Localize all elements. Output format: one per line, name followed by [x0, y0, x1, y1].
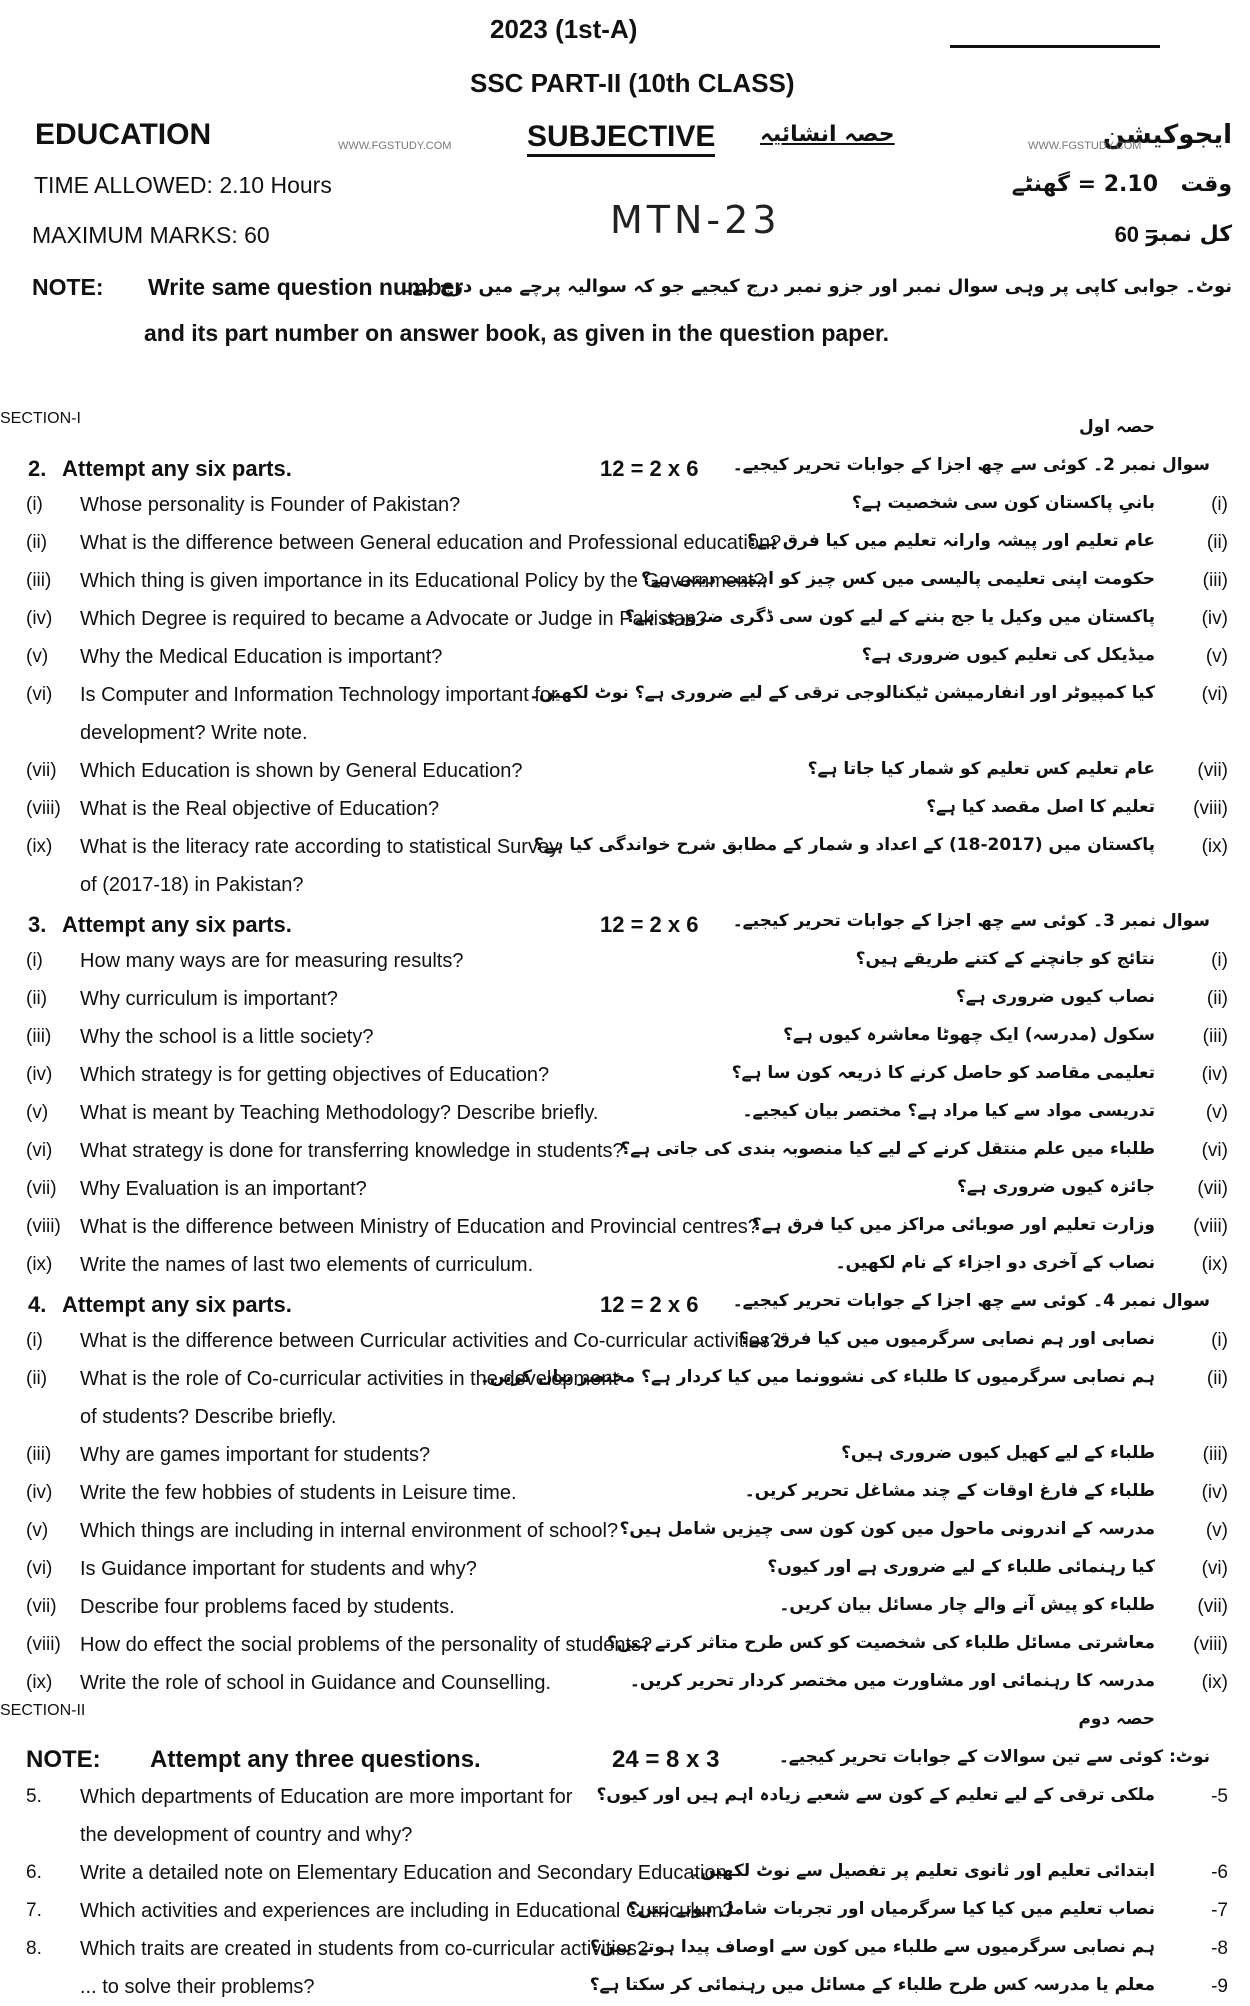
- question-number-urdu: (vi): [1201, 684, 1228, 705]
- question-item: [0, 1056, 1250, 1094]
- question-number: (iii): [26, 1444, 52, 1465]
- question-number-urdu: (ii): [1206, 988, 1228, 1009]
- question-text: Attempt any six parts.: [62, 912, 292, 937]
- question-heading: [0, 1284, 1250, 1322]
- marks-formula: 24 = 8 x 3: [612, 1746, 720, 1773]
- question-text-urdu: نوٹ: کوئی سے تین سوالات کے جوابات تحریر کیجیے۔: [778, 1747, 1210, 1767]
- question-item: [0, 562, 1250, 600]
- question-item: [0, 1664, 1250, 1702]
- question-number: (i): [26, 950, 43, 971]
- marks-value: 60 =: [1114, 222, 1158, 247]
- question-number-urdu: (vi): [1201, 1558, 1228, 1579]
- question-text: of (2017-18) in Pakistan?: [80, 874, 304, 896]
- marks-label-urdu: کل نمبر: [1146, 222, 1232, 247]
- question-number-urdu: (vii): [1197, 1596, 1228, 1617]
- question-text: Write the role of school in Guidance and Counselling.: [80, 1672, 552, 1694]
- question-number-urdu: (ii): [1206, 1368, 1228, 1389]
- question-item: [0, 1550, 1250, 1588]
- question-text-urdu: ملکی ترقی کے لیے تعلیم کے کون سے شعبے زیادہ اہم ہیں اور کیوں؟: [596, 1785, 1155, 1805]
- paper-type: SUBJECTIVE: [527, 120, 715, 157]
- question-number-urdu: -8: [1211, 1938, 1228, 1959]
- section-note: [0, 1740, 1250, 1778]
- question-text-urdu: معاشرتی مسائل طلباء کی شخصیت کو کس طرح متاثر کرتے ہیں؟: [606, 1633, 1155, 1653]
- question-number: 4.: [28, 1292, 47, 1317]
- question-item: [0, 1436, 1250, 1474]
- question-item: [0, 1360, 1250, 1398]
- subject-urdu: ایجوکیشن: [1102, 120, 1232, 150]
- question-item: [0, 1474, 1250, 1512]
- question-number-urdu: (ii): [1206, 532, 1228, 553]
- question-number-urdu: -5: [1211, 1786, 1228, 1807]
- question-text-urdu: ابتدائی تعلیم اور ثانوی تعلیم پر تفصیل سے نوٹ لکھیں۔: [690, 1861, 1155, 1881]
- question-number-urdu: (iv): [1201, 608, 1228, 629]
- question-number: (iv): [26, 1482, 53, 1503]
- question-number-urdu: (i): [1211, 1330, 1228, 1351]
- question-text: What is the difference between Curricular activities and Co-curricular activities?: [80, 1330, 782, 1352]
- question-number-urdu: -9: [1211, 1976, 1228, 1997]
- question-text: development? Write note.: [80, 722, 308, 744]
- time-label-urdu: وقت: [1180, 172, 1232, 197]
- question-number: (vii): [26, 760, 57, 781]
- question-number-urdu: (ix): [1201, 836, 1228, 857]
- question-text: What is the role of Co-curricular activities in the development: [80, 1368, 619, 1390]
- question-number-urdu: (ix): [1201, 1672, 1228, 1693]
- question-text-urdu: طلباء کے لیے کھیل کیوں ضروری ہیں؟: [841, 1443, 1155, 1463]
- question-item: [0, 828, 1250, 866]
- class-title: SSC PART-II (10th CLASS): [470, 68, 795, 98]
- question-number-urdu: (viii): [1193, 1216, 1228, 1237]
- question-number: (i): [26, 494, 43, 515]
- time-value-urdu: 2.10 = گھنٹے: [1011, 172, 1158, 197]
- question-number-urdu: (vii): [1197, 1178, 1228, 1199]
- question-item: [0, 752, 1250, 790]
- marks-formula: 12 = 2 x 6: [600, 456, 699, 481]
- question-number: (vii): [26, 1596, 57, 1617]
- question-number: (viii): [26, 798, 61, 819]
- question-text: Describe four problems faced by students.: [80, 1596, 455, 1618]
- question-text-urdu: سکول (مدرسہ) ایک چھوٹا معاشرہ کیوں ہے؟: [783, 1025, 1155, 1045]
- question-text: Is Computer and Information Technology important for: [80, 684, 558, 706]
- question-number: 3.: [28, 912, 47, 937]
- question-text-urdu: معلم یا مدرسہ کس طرح طلباء کے مسائل میں رہنمائی کر سکتا ہے؟: [589, 1975, 1155, 1995]
- question-number-urdu: -7: [1211, 1900, 1228, 1921]
- question-item: [0, 676, 1250, 714]
- subject-title: EDUCATION: [35, 118, 212, 151]
- question-number: 5.: [26, 1786, 42, 1807]
- question-text-urdu: پاکستان میں (2017-18) کے اعداد و شمار کے مطابق شرح خواندگی کیا ہے؟: [533, 835, 1155, 855]
- question-text: Why Evaluation is an important?: [80, 1178, 367, 1200]
- question-continuation: [0, 1816, 1250, 1854]
- question-text-urdu: نصاب کیوں ضروری ہے؟: [955, 987, 1155, 1007]
- question-number-urdu: (i): [1211, 950, 1228, 971]
- question-text-urdu: نصابی اور ہم نصابی سرگرمیوں میں کیا فرق ہے؟: [738, 1329, 1155, 1349]
- question-number: (v): [26, 1520, 49, 1541]
- question-item: [0, 1512, 1250, 1550]
- question-text: How many ways are for measuring results?: [80, 950, 464, 972]
- question-text-urdu: وزارت تعلیم اور صوبائی مراکز میں کیا فرق ہے؟: [751, 1215, 1155, 1235]
- question-number-urdu: (iv): [1201, 1064, 1228, 1085]
- question-text: Which activities and experiences are including in Educational Curriculum?: [80, 1900, 734, 1922]
- question-text: Which Degree is required to became a Advocate or Judge in Pakistan?: [80, 608, 708, 630]
- question-text: Is Guidance important for students and why?: [80, 1558, 477, 1580]
- question-number: (ix): [26, 1672, 53, 1693]
- question-number: (vi): [26, 1140, 53, 1161]
- question-text-urdu: کیا کمپیوٹر اور انفارمیشن ٹیکنالوجی ترقی کے لیے ضروری ہے؟ نوٹ لکھیں۔: [529, 683, 1155, 703]
- question-item: [0, 1018, 1250, 1056]
- note-urdu: نوٹ۔ جوابی کاپی پر وہی سوال نمبر اور جزو نمبر درج کیجیے جو کہ سوالیہ پرچے میں درج ہے۔: [401, 276, 1232, 297]
- question-text-urdu: طلباء کو پیش آنے والے چار مسائل بیان کریں۔: [779, 1595, 1155, 1615]
- question-number: (i): [26, 1330, 43, 1351]
- section-title-urdu: حصہ اول: [1078, 417, 1155, 437]
- question-number: (ii): [26, 1368, 48, 1389]
- question-item: [0, 1588, 1250, 1626]
- question-continuation: [0, 866, 1250, 904]
- question-number: (vi): [26, 1558, 53, 1579]
- question-text: Why curriculum is important?: [80, 988, 338, 1010]
- question-item: [0, 1626, 1250, 1664]
- question-continuation: [0, 714, 1250, 752]
- question-text-urdu: عام تعلیم اور پیشہ وارانہ تعلیم میں کیا فرق ہے؟: [747, 531, 1155, 551]
- question-text-urdu: کیا رہنمائی طلباء کے لیے ضروری ہے اور کیوں؟: [767, 1557, 1155, 1577]
- question-number: (vi): [26, 684, 53, 705]
- question-number-urdu: (ix): [1201, 1254, 1228, 1275]
- question-number-urdu: (iv): [1201, 1482, 1228, 1503]
- time-allowed: TIME ALLOWED: 2.10 Hours: [34, 172, 332, 198]
- question-text: Which things are including in internal environment of school?: [80, 1520, 619, 1542]
- question-text: Write a detailed note on Elementary Education and Secondary Education.: [80, 1862, 733, 1884]
- question-text-urdu: سوال نمبر 4۔ کوئی سے چھ اجزا کے جوابات تحریر کیجیے۔: [732, 1291, 1210, 1311]
- question-text: Attempt any six parts.: [62, 456, 292, 481]
- question-text: Why the Medical Education is important?: [80, 646, 443, 668]
- question-number: (iv): [26, 608, 53, 629]
- question-text-urdu: نصاب تعلیم میں کیا کیا سرگرمیاں اور تجربات شامل ہوتے ہیں؟: [627, 1899, 1155, 1919]
- question-item: [0, 600, 1250, 638]
- note-label: NOTE:: [32, 274, 104, 300]
- question-number: NOTE:: [26, 1746, 101, 1773]
- question-number: (ix): [26, 1254, 53, 1275]
- question-text-urdu: تعلیمی مقاصد کو حاصل کرنے کا ذریعہ کون سا ہے؟: [731, 1063, 1155, 1083]
- question-heading: [0, 904, 1250, 942]
- question-text: ... to solve their problems?: [80, 1976, 315, 1998]
- question-text-urdu: طلباء کے فارغ اوقات کے چند مشاغل تحریر کریں۔: [744, 1481, 1155, 1501]
- question-text-urdu: پاکستان میں وکیل یا جج بننے کے لیے کون سی ڈگری ضروری ہے؟: [624, 607, 1155, 627]
- question-text-urdu: تدریسی مواد سے کیا مراد ہے؟ مختصر بیان کیجیے۔: [742, 1101, 1155, 1121]
- marks-formula: 12 = 2 x 6: [600, 1292, 699, 1317]
- question-text: Whose personality is Founder of Pakistan?: [80, 494, 461, 516]
- question-item: [0, 1132, 1250, 1170]
- question-text: the development of country and why?: [80, 1824, 413, 1846]
- section-title: SECTION-I: [0, 410, 81, 427]
- question-text-urdu: نتائج کو جانچنے کے کتنے طریقے ہیں؟: [855, 949, 1155, 969]
- question-item: [0, 486, 1250, 524]
- maximum-marks: MAXIMUM MARKS: 60: [32, 222, 270, 248]
- question-item: [0, 1892, 1250, 1930]
- question-number: (viii): [26, 1216, 61, 1237]
- question-text-urdu: سوال نمبر 3۔ کوئی سے چھ اجزا کے جوابات تحریر کیجیے۔: [732, 911, 1210, 931]
- marks-formula: 12 = 2 x 6: [600, 912, 699, 937]
- question-text: Attempt any three questions.: [150, 1746, 481, 1773]
- question-item: [0, 1094, 1250, 1132]
- question-text: of students? Describe briefly.: [80, 1406, 337, 1428]
- question-heading: [0, 448, 1250, 486]
- question-text: Which thing is given importance in its Educational Policy by the Government?: [80, 570, 765, 592]
- question-item: [0, 1778, 1250, 1816]
- question-text-urdu: میڈیکل کی تعلیم کیوں ضروری ہے؟: [861, 645, 1155, 665]
- handwritten-code: MTN-23: [610, 198, 781, 242]
- question-text-urdu: ہم نصابی سرگرمیوں سے طلباء میں کون سے اوصاف پیدا ہوتے ہیں؟: [590, 1937, 1155, 1957]
- section-heading: [0, 1702, 1250, 1740]
- question-text-urdu: ہم نصابی سرگرمیوں کا طلباء کی نشوونما میں کیا کردار ہے؟ مختصر بیان کریں۔: [479, 1367, 1155, 1387]
- question-text: What is meant by Teaching Methodology? Describe briefly.: [80, 1102, 599, 1124]
- question-number-urdu: (v): [1205, 1102, 1228, 1123]
- question-text-urdu: سوال نمبر 2۔ کوئی سے چھ اجزا کے جوابات تحریر کیجیے۔: [732, 455, 1210, 475]
- question-number: 8.: [26, 1938, 42, 1959]
- question-number-urdu: (v): [1205, 646, 1228, 667]
- question-text: Which strategy is for getting objectives of Education?: [80, 1064, 550, 1086]
- question-text: What is the Real objective of Education?: [80, 798, 440, 820]
- question-number: (iii): [26, 570, 52, 591]
- question-number-urdu: -6: [1211, 1862, 1228, 1883]
- question-text: What is the difference between Ministry of Education and Provincial centres?: [80, 1216, 759, 1238]
- question-item: [0, 790, 1250, 828]
- question-number-urdu: (iii): [1202, 1026, 1228, 1047]
- section-heading: [0, 410, 1250, 448]
- question-text: Write the names of last two elements of curriculum.: [80, 1254, 534, 1276]
- question-text-urdu: مدرسہ کا رہنمائی اور مشاورت میں مختصر کردار تحریر کریں۔: [629, 1671, 1155, 1691]
- question-text: Which traits are created in students from co-curricular activities?: [80, 1938, 648, 1960]
- question-number: (iii): [26, 1026, 52, 1047]
- question-number: (ii): [26, 988, 48, 1009]
- question-text: What strategy is done for transferring knowledge in students?: [80, 1140, 624, 1162]
- watermark: WWW.FGSTUDY.COM: [1028, 140, 1142, 152]
- question-item: [0, 1968, 1250, 2006]
- question-number-urdu: (viii): [1193, 798, 1228, 819]
- section-title: SECTION-II: [0, 1702, 86, 1719]
- question-text-urdu: نصاب کے آخری دو اجزاء کے نام لکھیں۔: [835, 1253, 1155, 1273]
- question-number: 7.: [26, 1900, 42, 1921]
- signature-line: [950, 45, 1160, 48]
- question-text-urdu: بانیِ پاکستان کون سی شخصیت ہے؟: [851, 493, 1155, 513]
- question-number-urdu: (viii): [1193, 1634, 1228, 1655]
- question-text-urdu: مدرسہ کے اندرونی ماحول میں کون کون سی چیزیں شامل ہیں؟: [619, 1519, 1155, 1539]
- question-text: What is the difference between General education and Professional education?: [80, 532, 782, 554]
- question-text-urdu: عام تعلیم کس تعلیم کو شمار کیا جاتا ہے؟: [807, 759, 1155, 779]
- question-number: 2.: [28, 456, 47, 481]
- question-item: [0, 980, 1250, 1018]
- question-text: Write the few hobbies of students in Leisure time.: [80, 1482, 517, 1504]
- question-number: (v): [26, 1102, 49, 1123]
- question-number-urdu: (iii): [1202, 570, 1228, 591]
- question-number: (v): [26, 646, 49, 667]
- question-number-urdu: (vi): [1201, 1140, 1228, 1161]
- question-item: [0, 1170, 1250, 1208]
- question-item: [0, 638, 1250, 676]
- question-text: Why the school is a little society?: [80, 1026, 374, 1048]
- question-text: Which Education is shown by General Education?: [80, 760, 523, 782]
- question-text-urdu: حکومت اپنی تعلیمی پالیسی میں کس چیز کو اہمیت دیتی ہے؟: [640, 569, 1155, 589]
- question-item: [0, 1930, 1250, 1968]
- question-text-urdu: طلباء میں علم منتقل کرنے کے لیے کیا منصوبہ بندی کی جاتی ہے؟: [620, 1139, 1155, 1159]
- question-text: How do effect the social problems of the personality of students?: [80, 1634, 653, 1656]
- watermark: WWW.FGSTUDY.COM: [338, 140, 452, 152]
- question-continuation: [0, 1398, 1250, 1436]
- question-list: [0, 410, 1250, 2006]
- question-text-urdu: تعلیم کا اصل مقصد کیا ہے؟: [926, 797, 1155, 817]
- exam-year: 2023 (1st-A): [490, 14, 638, 44]
- question-number-urdu: (iii): [1202, 1444, 1228, 1465]
- note-line-2: and its part number on answer book, as given in the question paper.: [144, 320, 890, 346]
- question-item: [0, 1854, 1250, 1892]
- question-text-urdu: جائزہ کیوں ضروری ہے؟: [956, 1177, 1155, 1197]
- question-number: (iv): [26, 1064, 53, 1085]
- question-item: [0, 1208, 1250, 1246]
- question-item: [0, 942, 1250, 980]
- question-text: Why are games important for students?: [80, 1444, 431, 1466]
- question-item: [0, 524, 1250, 562]
- question-item: [0, 1246, 1250, 1284]
- question-number: (viii): [26, 1634, 61, 1655]
- question-number-urdu: (i): [1211, 494, 1228, 515]
- question-number: (ii): [26, 532, 48, 553]
- question-text: What is the literacy rate according to statistical Survey: [80, 836, 560, 858]
- section-title-urdu: حصہ دوم: [1078, 1709, 1155, 1729]
- question-number: 6.: [26, 1862, 42, 1883]
- question-text: Attempt any six parts.: [62, 1292, 292, 1317]
- question-number: (vii): [26, 1178, 57, 1199]
- question-number-urdu: (v): [1205, 1520, 1228, 1541]
- question-number-urdu: (vii): [1197, 760, 1228, 781]
- question-text: Which departments of Education are more important for: [80, 1786, 573, 1808]
- paper-type-urdu: حصہ انشائیہ: [760, 122, 895, 147]
- question-item: [0, 1322, 1250, 1360]
- question-number: (ix): [26, 836, 53, 857]
- note-line-1: Write same question number: [148, 274, 464, 300]
